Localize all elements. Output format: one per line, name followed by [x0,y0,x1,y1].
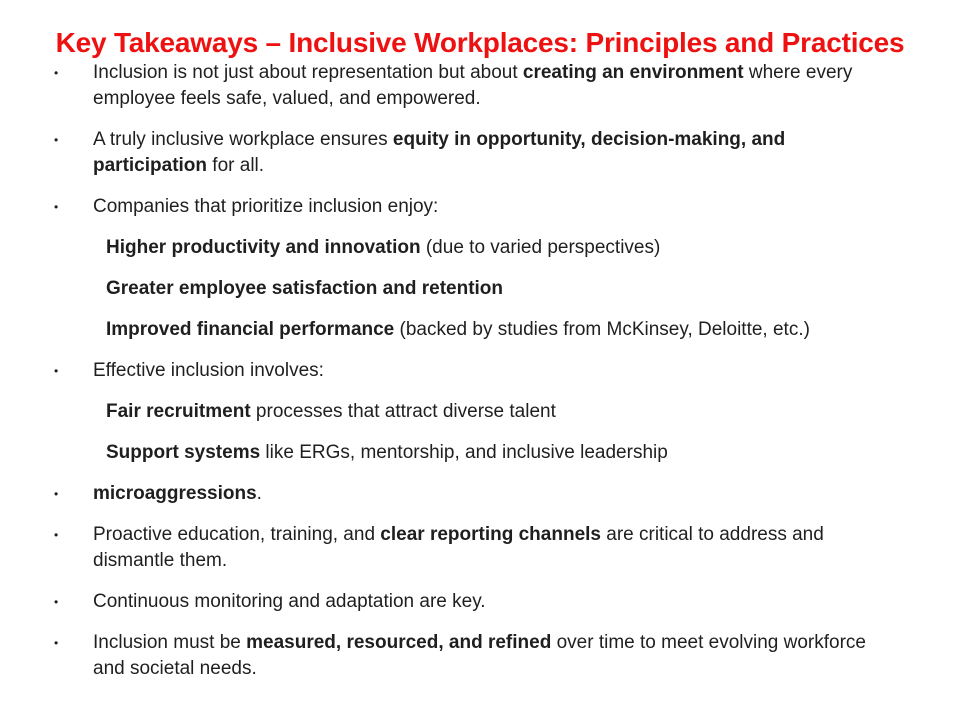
bullet-text: Inclusion is not just about representation but about creating an environment where every employee feels safe, valued, and empowered. [93,62,853,109]
bullet-item [0,522,960,574]
bullet-item [0,481,960,507]
bullet-text: A truly inclusive workplace ensures equity in opportunity, decision-making, and participation for all. [93,129,786,176]
sub-item [0,276,960,302]
sub-item [0,317,960,343]
bullet-item [0,194,960,220]
bullet-text: Effective inclusion involves: [93,360,324,381]
bullet-item [0,589,960,615]
bullet-text: Improved financial performance (backed by studies from McKinsey, Deloitte, etc.) [106,319,810,340]
bullet-marker: • [54,636,59,650]
slide-title: Key Takeaways – Inclusive Workplaces: Principles and Practices [55,27,905,58]
bullet-marker: • [54,66,59,80]
bullet-marker: • [54,133,59,147]
bullet-text: Fair recruitment processes that attract diverse talent [106,401,556,422]
sub-item [0,235,960,261]
bullet-text: Higher productivity and innovation (due to varied perspectives) [106,237,661,258]
bullet-marker: • [54,200,59,214]
bullet-marker: • [54,487,59,501]
bullet-item [0,630,960,682]
sub-item [0,440,960,466]
bullet-item [0,127,960,179]
sub-item [0,399,960,425]
bullet-text: Companies that prioritize inclusion enjoy: [93,196,439,217]
bullet-text: Continuous monitoring and adaptation are key. [93,591,486,612]
bullet-item [0,60,960,112]
bullet-text: Greater employee satisfaction and retention [106,278,504,299]
bullet-marker: • [54,595,59,609]
bullet-text: microaggressions. [93,483,262,504]
bullet-text: Proactive education, training, and clear reporting channels are critical to address and dismantle them. [93,524,824,571]
bullet-list [0,60,960,682]
bullet-text: Support systems like ERGs, mentorship, and inclusive leadership [106,442,668,463]
bullet-item [0,358,960,384]
bullet-text: Inclusion must be measured, resourced, and refined over time to meet evolving workforce and societal needs. [93,632,866,679]
bullet-marker: • [54,528,59,542]
bullet-marker: • [54,364,59,378]
